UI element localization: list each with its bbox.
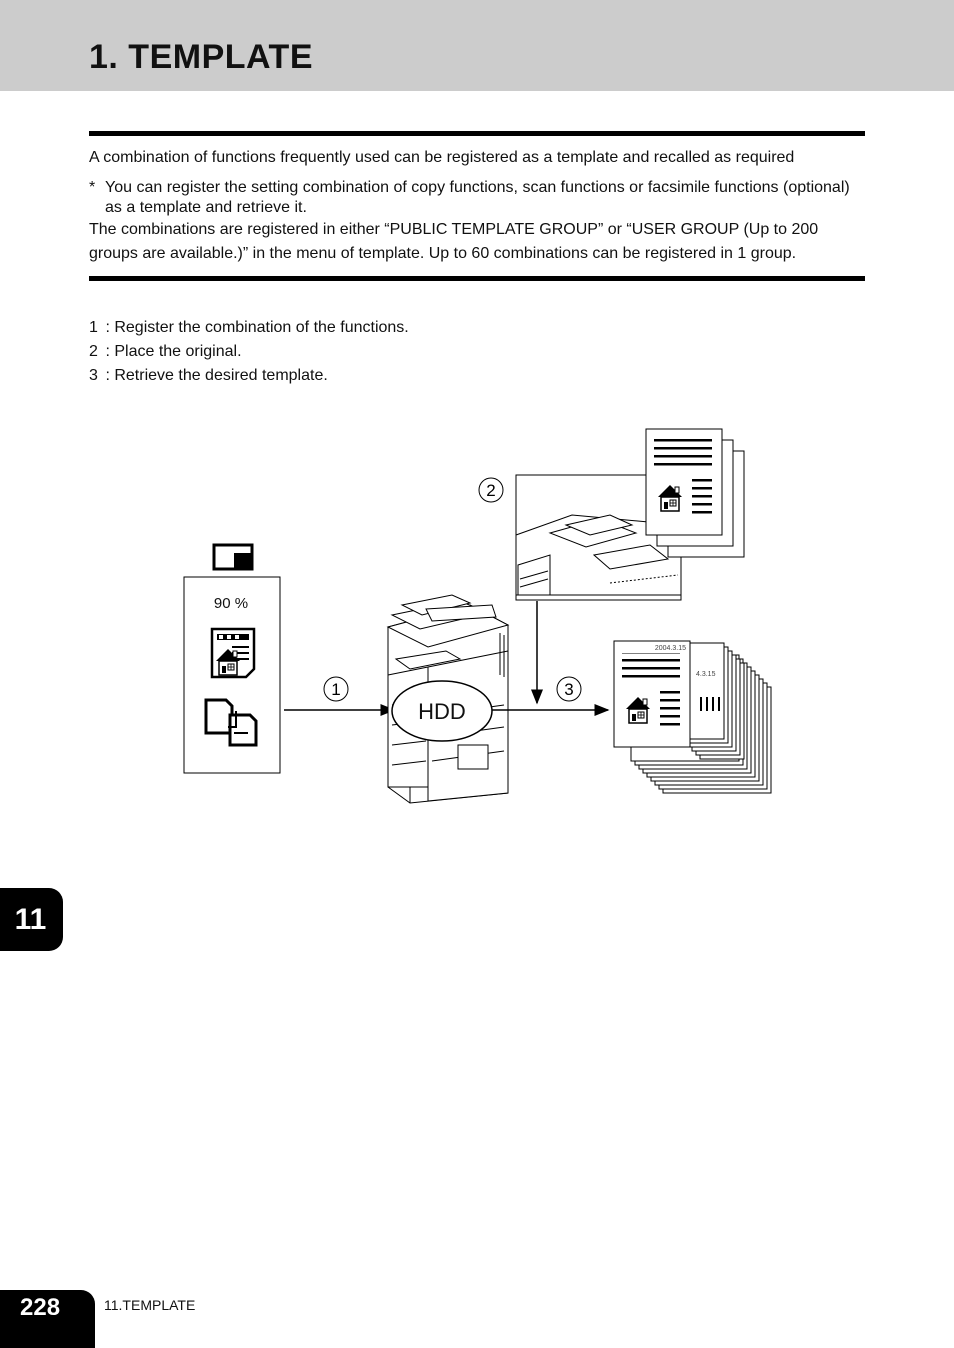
step-item: [89, 364, 409, 388]
bottom-rule: [89, 276, 865, 281]
chapter-tab: 11: [0, 888, 63, 951]
step-marker-1: [324, 677, 348, 701]
note-mark: *: [89, 179, 96, 196]
hdd-label: HDD: [418, 699, 466, 724]
template-diagram: [170, 415, 790, 815]
date-stamp: 2004.3.15: [654, 645, 686, 652]
step-text: : Register the combination of the functions.: [105, 319, 409, 336]
step-item: [89, 316, 409, 340]
function-settings-panel: [184, 577, 280, 773]
steps-list: [89, 316, 409, 388]
hdd-storage: [392, 681, 492, 741]
svg-text:3: 3: [564, 680, 574, 699]
note-text: [89, 178, 865, 218]
footer-section-label: 11.TEMPLATE: [104, 1297, 196, 1313]
step-number: 2: [89, 343, 98, 360]
svg-text:1: 1: [331, 680, 341, 699]
header-band: [0, 0, 954, 91]
step-marker-2: [479, 478, 503, 502]
registration-text: The combinations are registered in either “PUBLIC TEMPLATE GROUP” or “USER GROUP (Up to 200 groups are available.)” in the menu of template. Up to 60 combinations can be registered in 1 group.: [89, 221, 819, 262]
step-item: [89, 340, 409, 364]
step-number: 1: [89, 319, 98, 336]
step-number: 3: [89, 367, 98, 384]
date-stamp-partial: 4.3.15: [696, 671, 716, 678]
intro-text: A combination of functions frequently used can be registered as a template and recalled as required: [89, 149, 795, 166]
output-documents: [614, 641, 771, 793]
step-text: : Place the original.: [105, 343, 242, 360]
note-body: You can register the setting combination of copy functions, scan functions or facsimile functions (optional) as a template and retrieve it.: [105, 179, 850, 216]
zoom-label: 90 %: [213, 595, 249, 612]
step-marker-3: [557, 677, 581, 701]
svg-text:2: 2: [486, 481, 496, 500]
copy-mode-icon: [214, 545, 252, 569]
original-documents: [646, 429, 744, 557]
page-number: 228: [0, 1290, 95, 1348]
document-image-icon: [212, 629, 254, 677]
step-text: : Retrieve the desired template.: [105, 367, 328, 384]
page-title: 1. TEMPLATE: [89, 38, 313, 76]
top-rule: [89, 131, 865, 136]
